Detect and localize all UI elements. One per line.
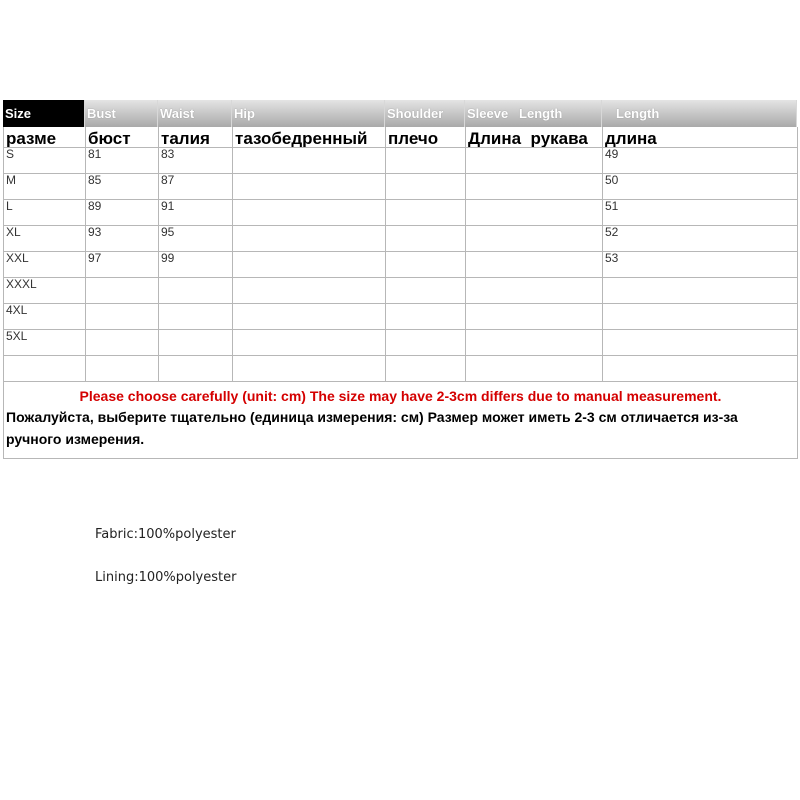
russian-label-row: [4, 127, 798, 148]
cell-hip: [233, 148, 386, 174]
cell-hip: [233, 304, 386, 330]
cell-size: 5XL: [4, 330, 86, 356]
cell-length: [603, 304, 798, 330]
cell-shoulder: [386, 226, 466, 252]
cell-hip: [233, 226, 386, 252]
header-bust: Bust: [85, 100, 158, 127]
cell-size: XXXL: [4, 278, 86, 304]
cell-hip: [233, 252, 386, 278]
cell-waist: 87: [159, 174, 233, 200]
cell-bust: 97: [86, 252, 159, 278]
cell-waist: [159, 278, 233, 304]
cell-shoulder: [386, 330, 466, 356]
table-row: [4, 356, 798, 382]
cell-length: 52: [603, 226, 798, 252]
note-english: Please choose carefully (unit: cm) The size may have 2-3cm differs due to manual measurement.: [79, 388, 722, 404]
cell-sleeve: [466, 174, 603, 200]
cell-shoulder: [386, 174, 466, 200]
note-cell: [4, 382, 798, 459]
table-row: [4, 148, 798, 174]
cell-hip: [233, 174, 386, 200]
cell-bust: [86, 278, 159, 304]
cell-size: S: [4, 148, 86, 174]
cell-length: 51: [603, 200, 798, 226]
cell-waist: 83: [159, 148, 233, 174]
lining-text: Lining:100%polyester: [95, 570, 237, 585]
cell-size: M: [4, 174, 86, 200]
header-size: Size: [3, 100, 85, 127]
cell-shoulder: [386, 252, 466, 278]
cell-sleeve: [466, 356, 603, 382]
cell-sleeve: [466, 278, 603, 304]
ru-label-waist: талия: [159, 127, 233, 148]
cell-size: XL: [4, 226, 86, 252]
header-shoulder: Shoulder: [385, 100, 465, 127]
cell-bust: 81: [86, 148, 159, 174]
cell-bust: [86, 356, 159, 382]
cell-sleeve: [466, 226, 603, 252]
note-row: [4, 382, 798, 459]
table-row: [4, 174, 798, 200]
cell-shoulder: [386, 200, 466, 226]
cell-size: XXL: [4, 252, 86, 278]
cell-hip: [233, 200, 386, 226]
ru-label-hip: тазобедренный: [233, 127, 386, 148]
ru-label-bust: бюст: [86, 127, 159, 148]
cell-bust: 85: [86, 174, 159, 200]
cell-size: [4, 356, 86, 382]
cell-length: [603, 356, 798, 382]
cell-bust: [86, 330, 159, 356]
cell-waist: 95: [159, 226, 233, 252]
table-row: [4, 252, 798, 278]
cell-waist: [159, 330, 233, 356]
cell-hip: [233, 330, 386, 356]
ru-label-length: длина: [603, 127, 798, 148]
cell-waist: [159, 304, 233, 330]
cell-sleeve: [466, 330, 603, 356]
chart-header-row: [3, 100, 797, 127]
size-table: [3, 127, 798, 459]
table-row: [4, 330, 798, 356]
cell-length: [603, 278, 798, 304]
table-row: [4, 200, 798, 226]
cell-shoulder: [386, 304, 466, 330]
header-length: Length: [602, 100, 797, 127]
cell-bust: 89: [86, 200, 159, 226]
cell-length: [603, 330, 798, 356]
cell-hip: [233, 356, 386, 382]
cell-waist: 91: [159, 200, 233, 226]
cell-sleeve: [466, 252, 603, 278]
cell-shoulder: [386, 356, 466, 382]
cell-bust: 93: [86, 226, 159, 252]
cell-shoulder: [386, 148, 466, 174]
cell-sleeve: [466, 200, 603, 226]
header-sleeve-length: Sleeve Length: [465, 100, 602, 127]
cell-waist: [159, 356, 233, 382]
cell-shoulder: [386, 278, 466, 304]
cell-sleeve: [466, 148, 603, 174]
header-waist: Waist: [158, 100, 232, 127]
ru-label-sleeve: Длина рукава: [466, 127, 603, 148]
cell-size: L: [4, 200, 86, 226]
table-row: [4, 226, 798, 252]
cell-hip: [233, 278, 386, 304]
note-russian: Пожалуйста, выберите тщательно (единица измерения: см) Размер может иметь 2-3 см отличается из-за ручного измерения.: [6, 409, 738, 447]
header-hip: Hip: [232, 100, 385, 127]
table-row: [4, 304, 798, 330]
cell-sleeve: [466, 304, 603, 330]
cell-bust: [86, 304, 159, 330]
cell-size: 4XL: [4, 304, 86, 330]
cell-length: 49: [603, 148, 798, 174]
ru-label-shoulder: плечо: [386, 127, 466, 148]
cell-waist: 99: [159, 252, 233, 278]
ru-label-size: разме: [4, 127, 86, 148]
cell-length: 50: [603, 174, 798, 200]
table-row: [4, 278, 798, 304]
cell-length: 53: [603, 252, 798, 278]
fabric-text: Fabric:100%polyester: [95, 527, 236, 542]
size-chart: [3, 100, 797, 459]
